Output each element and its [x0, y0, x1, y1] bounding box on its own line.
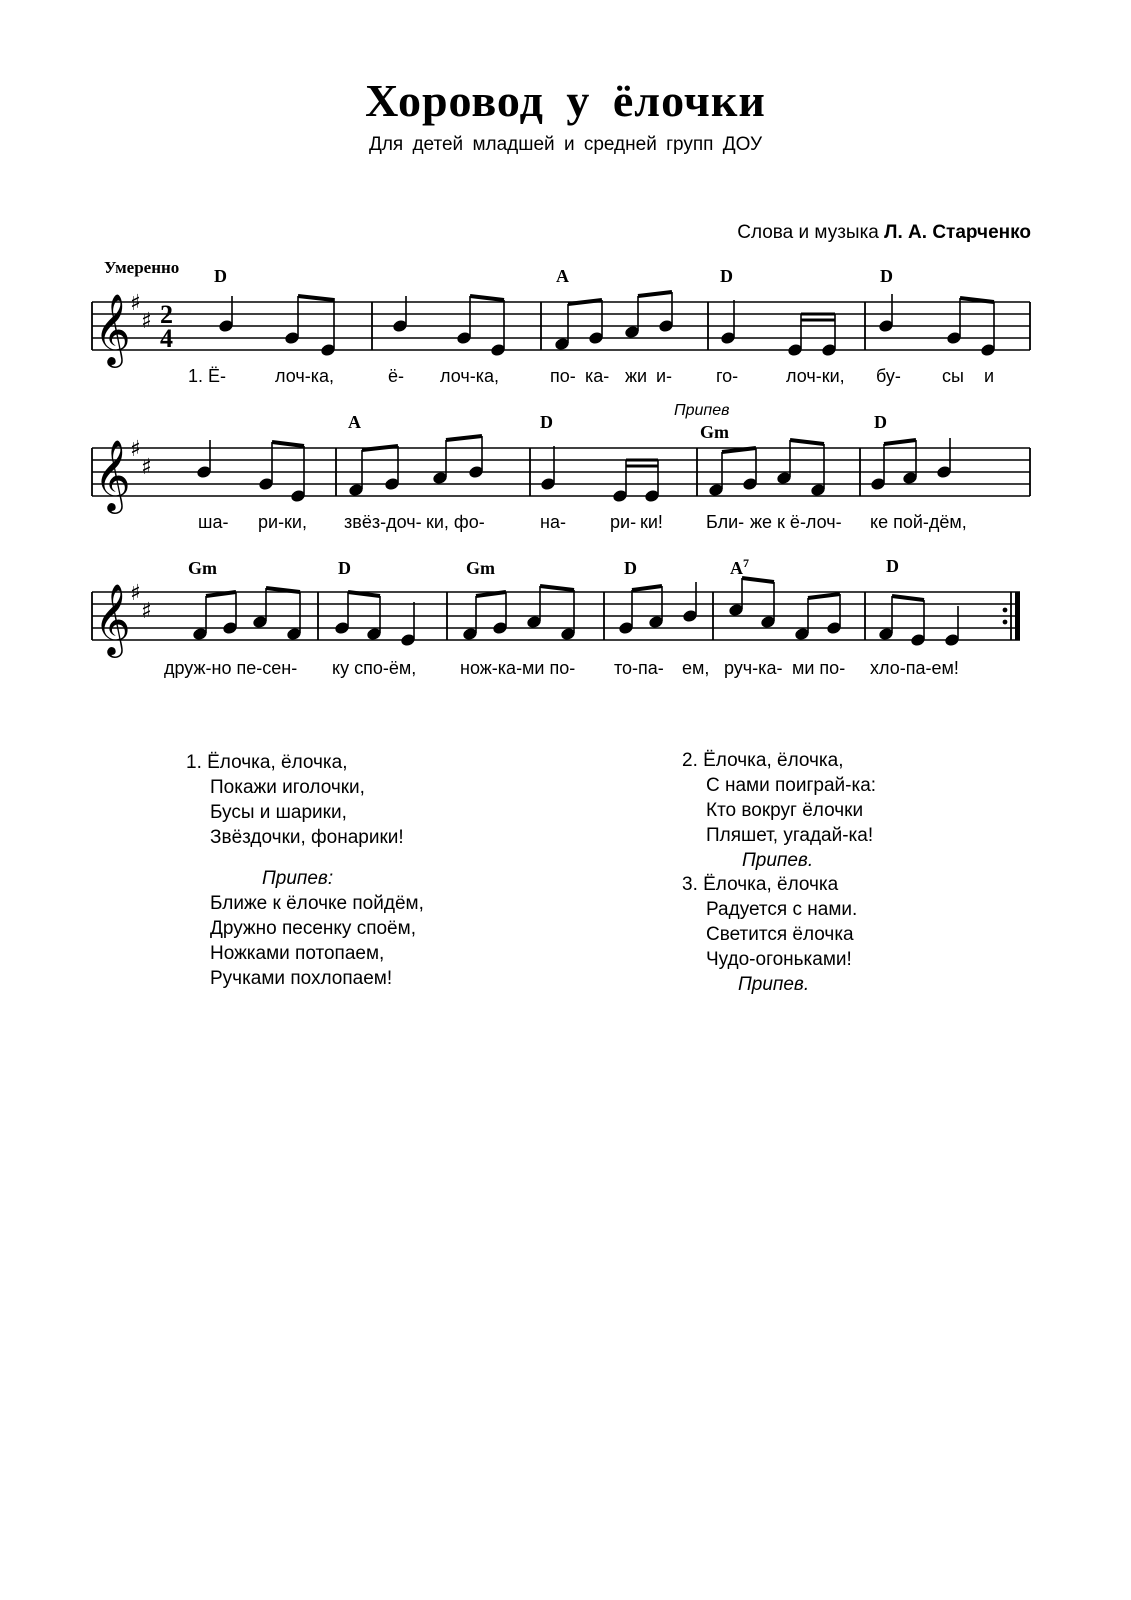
music-score [0, 0, 1131, 700]
refrain-line: Ножками потопаем, [210, 943, 385, 964]
lyric-syllable: ри- [610, 512, 637, 532]
lyric-syllable: ки! [640, 512, 663, 532]
verse-2-block [682, 748, 876, 873]
song-subtitle: Для детей младшей и средней групп ДОУ [368, 134, 763, 155]
lyric-syllable: хло-па-ем! [870, 658, 959, 678]
lyric-syllable: ё- [388, 366, 405, 386]
chord-row3-2: D [338, 558, 351, 578]
svg-text:♯: ♯ [130, 437, 141, 462]
chord-row1-4: D [880, 266, 893, 286]
verse-3-line: Радуется с нами. [706, 899, 858, 920]
svg-text:♯: ♯ [141, 455, 152, 480]
lyrics-row-3 [0, 658, 1131, 682]
lyric-syllable: лоч-ки, [786, 366, 845, 386]
verse-2-line: Пляшет, угадай-ка! [706, 825, 874, 846]
chord-row2-2: D [540, 412, 553, 432]
svg-text:♯: ♯ [130, 291, 141, 316]
chord-row1-1: D [214, 266, 227, 286]
verse-1-block [186, 750, 404, 850]
chord-row2-1: A [348, 412, 361, 432]
lyric-syllable: и [984, 366, 995, 386]
lyric-syllable: друж-но пе-сен- [164, 658, 298, 678]
refrain-line: Ручками похлопаем! [210, 968, 393, 989]
verse-3-block [682, 872, 857, 997]
lyric-syllable: ки, фо- [426, 512, 485, 532]
chord-row2-4: D [874, 412, 887, 432]
chord-row3-4: D [624, 558, 637, 578]
svg-text:4: 4 [160, 324, 173, 353]
svg-text:♯: ♯ [141, 309, 152, 334]
svg-text:2: 2 [160, 300, 173, 329]
refrain-line: Ближе к ёлочке пойдём, [210, 893, 424, 914]
chord-row3-5: $A^7$ [730, 556, 749, 578]
author-prefix: Слова и музыка [737, 222, 879, 243]
lyric-syllable: ша- [198, 512, 229, 532]
lyric-syllable: звёз-доч- [344, 512, 422, 532]
author-name: Л. А. Старченко [884, 222, 1031, 243]
lyrics-row-2 [0, 512, 1131, 536]
verse-2-line: Кто вокруг ёлочки [706, 800, 864, 821]
lyric-syllable: нож-ка-ми по- [460, 658, 576, 678]
lyric-syllable: ке пой-дём, [870, 512, 967, 532]
verse-3-line: 3. Ёлочка, ёлочка [682, 874, 839, 895]
verse-2-line: С нами поиграй-ка: [706, 775, 877, 796]
chord-row3-3: Gm [466, 558, 495, 578]
time-signature [160, 300, 173, 353]
notes-row-3 [193, 578, 959, 646]
lyric-syllable: ми по- [792, 658, 846, 678]
chord-row1-2: A [556, 266, 569, 286]
chord-row3-1: Gm [188, 558, 217, 578]
verse-3-line: Светится ёлочка [706, 924, 854, 945]
treble-clef-icon-row-1: 𝄞 [94, 292, 131, 365]
lyric-syllable: руч-ка- [724, 658, 783, 678]
tempo-marking: Умеренно [104, 258, 180, 277]
verse-2-refrain: Припев. [742, 850, 814, 871]
lyric-syllable: жи [625, 366, 648, 386]
lyric-syllable: лоч-ка, [275, 366, 334, 386]
lyric-syllable: ри-ки, [258, 512, 307, 532]
verse-1-line: Бусы и шарики, [210, 802, 347, 823]
lyric-syllable: го- [716, 366, 739, 386]
svg-text:♯: ♯ [141, 599, 152, 624]
key-signature-icons [130, 291, 152, 624]
verse-1-line: Покажи иголочки, [210, 777, 365, 798]
lyric-syllable: 1. Ё- [188, 366, 227, 386]
svg-text:♯: ♯ [130, 581, 141, 606]
verse-3-refrain: Припев. [738, 974, 810, 995]
lyric-syllable: бу- [876, 366, 901, 386]
lyric-syllable: Бли- [706, 512, 745, 532]
lyric-syllable: же к ё-лоч- [750, 512, 842, 532]
chord-row2-3: Gm [700, 422, 729, 442]
refrain-block [186, 866, 424, 991]
chord-row3-6: D [886, 556, 899, 576]
verse-1-line: Звёздочки, фонарики! [210, 827, 404, 848]
chord-row1-3: D [720, 266, 733, 286]
refrain-label: Припев: [262, 868, 334, 889]
lyrics-row-1 [0, 366, 1131, 390]
lyric-syllable: и- [656, 366, 673, 386]
refrain-marker: Припев [674, 402, 730, 419]
staff-lines-row-2 [92, 448, 1030, 496]
song-title: Хоровод у ёлочки [365, 75, 766, 126]
lyric-syllable: лоч-ка, [440, 366, 499, 386]
treble-clef-icon-row-3: 𝄞 [94, 582, 131, 655]
verse-3-line: Чудо-огоньками! [706, 949, 852, 970]
lyric-syllable: сы [942, 366, 964, 386]
lyric-syllable: на- [540, 512, 566, 532]
lyric-syllable: ку спо-ём, [332, 658, 417, 678]
notes-row-2 [197, 436, 951, 502]
verse-2-line: 2. Ёлочка, ёлочка, [682, 750, 844, 771]
verse-1-line: 1. Ёлочка, ёлочка, [186, 752, 348, 773]
lyric-syllable: по- [550, 366, 576, 386]
lyric-syllable: то-па- [614, 658, 664, 678]
lyric-syllable: ем, [682, 658, 710, 678]
treble-clef-icon-row-2: 𝄞 [94, 438, 131, 511]
lyric-syllable: ка- [585, 366, 610, 386]
refrain-line: Дружно песенку споём, [210, 918, 416, 939]
